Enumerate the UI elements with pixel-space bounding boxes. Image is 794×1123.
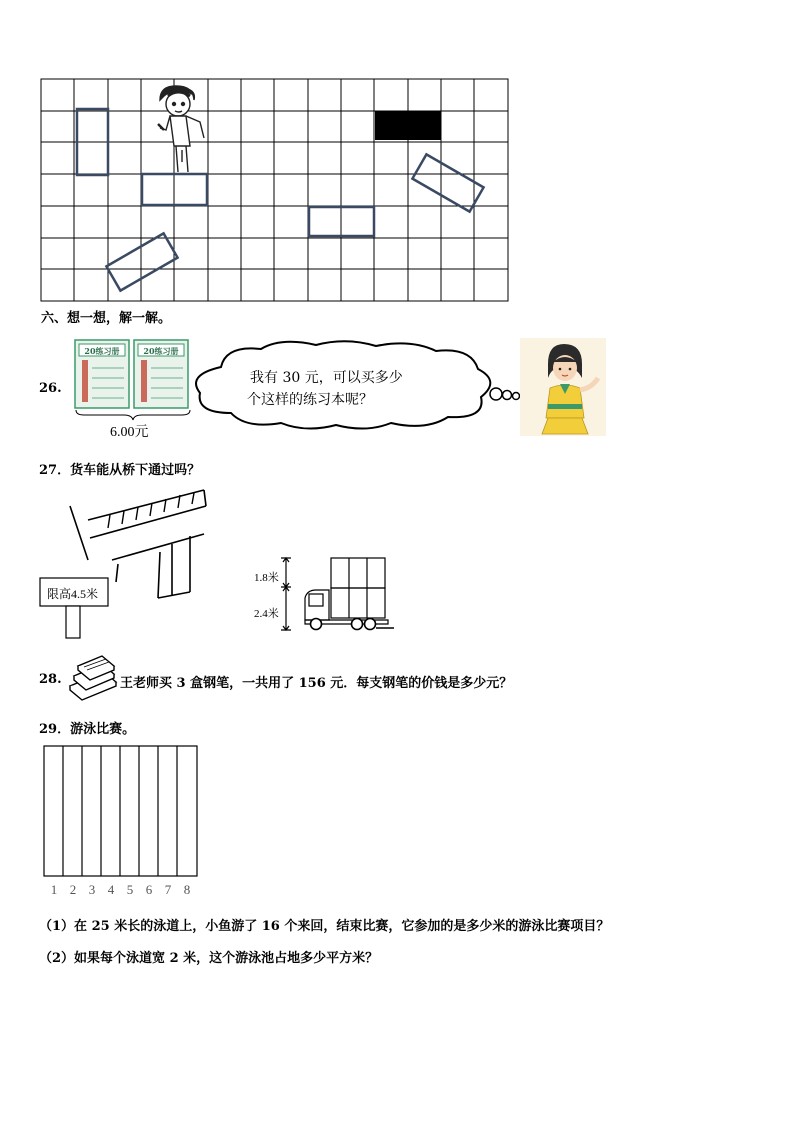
- price-brace: [74, 408, 192, 422]
- grid-figure: [0, 0, 794, 310]
- black-rectangle: [375, 111, 441, 140]
- girl-illustration: [520, 338, 606, 436]
- speech-line-2: 个这样的练习本呢？: [247, 392, 373, 408]
- question-28-number: 28.: [39, 672, 62, 687]
- lane-number: 5: [126, 882, 134, 897]
- lane-number: 3: [88, 882, 96, 897]
- svg-text:20练习册: 20练习册: [143, 346, 179, 356]
- tilted-rectangle-right: [412, 154, 483, 211]
- lane-number: 7: [164, 882, 172, 897]
- question-28-text: 王老师买 3 盒钢笔，一共用了 156 元．每支钢笔的价钱是多少元？: [120, 676, 513, 691]
- workbook-left: [75, 340, 129, 408]
- question-29-sub-1: （1）在 25 米长的泳道上，小鱼游了 16 个来回，结束比赛，它参加的是多少米的游泳比赛项目？: [39, 919, 610, 934]
- workbook-right: [134, 340, 188, 408]
- lane-number: 2: [69, 882, 77, 897]
- lane-number: 4: [107, 882, 115, 897]
- truck-illustration: [276, 556, 400, 632]
- bridge-illustration: [30, 486, 250, 646]
- price-label: 6.00元: [110, 425, 149, 440]
- swimming-pool-illustration: [30, 740, 210, 900]
- workbook-illustration: [70, 338, 196, 412]
- truck-height-label: 2.4米: [254, 608, 279, 620]
- pen-box-illustration: [66, 650, 120, 702]
- lane-number: 8: [183, 882, 191, 897]
- speech-line-1: 我有 30 元，可以买多少: [250, 370, 403, 386]
- question-29: 29．游泳比赛。: [39, 722, 136, 737]
- cargo-height-label: 1.8米: [254, 572, 279, 584]
- question-26-number: 26.: [39, 381, 62, 396]
- svg-text:20练习册: 20练习册: [84, 346, 120, 356]
- tilted-rectangle-bottom: [106, 233, 177, 290]
- lane-number: 1: [50, 882, 58, 897]
- lane-number: 6: [145, 882, 153, 897]
- height-limit-sign: 限高4.5米: [47, 587, 99, 601]
- question-27: 27．货车能从桥下通过吗？: [39, 463, 201, 478]
- section-heading: 六、想一想，解一解。: [41, 311, 172, 326]
- boy-illustration: [158, 86, 204, 172]
- question-29-sub-2: （2）如果每个泳道宽 2 米，这个游泳池占地多少平方米？: [39, 951, 379, 966]
